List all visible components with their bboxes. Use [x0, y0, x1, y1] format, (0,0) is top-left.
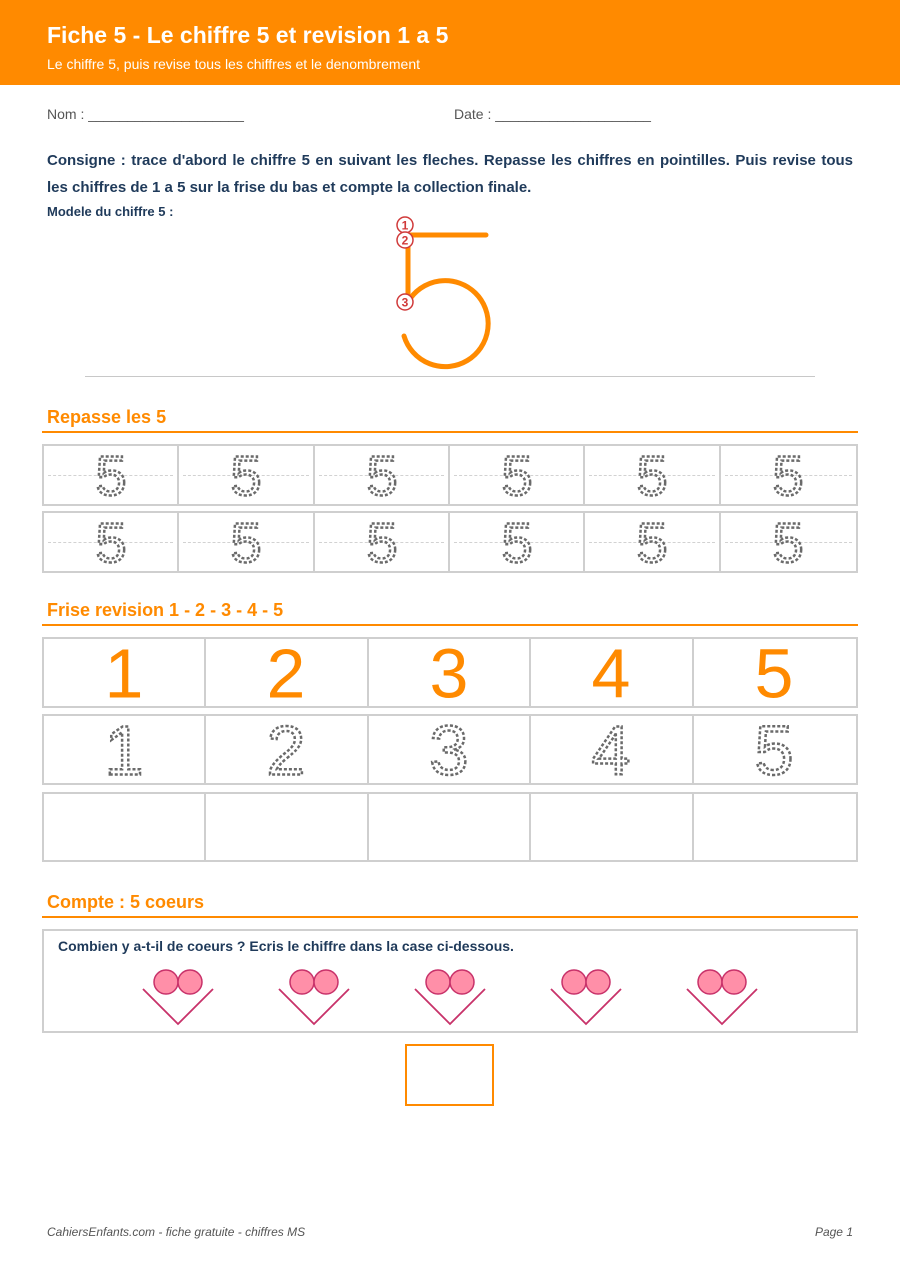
dotted-digit-five: [179, 513, 313, 571]
footer-source: CahiersEnfants.com - fiche gratuite - chiffres MS: [47, 1225, 306, 1239]
hearts-svg: [44, 931, 856, 1031]
model-digit-5: [694, 639, 854, 706]
svg-text:5: 5: [230, 513, 262, 571]
frise-model-cell: [531, 639, 693, 706]
modele-label: Modele du chiffre 5 :: [47, 204, 174, 219]
heart-icon: [687, 970, 757, 1024]
svg-text:1: 1: [104, 639, 144, 706]
dotted-digit-2: [206, 716, 366, 783]
svg-text:2: 2: [266, 716, 306, 783]
dotted-digit-five: [721, 513, 855, 571]
dotted-digit-five: [315, 446, 449, 504]
repasse-cell[interactable]: [585, 446, 720, 504]
step-marker-3: [397, 294, 413, 310]
frise-title: Frise revision 1 - 2 - 3 - 4 - 5: [47, 600, 284, 620]
hearts-collection: [44, 931, 856, 1031]
repasse-cell[interactable]: [450, 446, 585, 504]
svg-text:5: 5: [95, 446, 127, 504]
model-digit-1: [44, 639, 204, 706]
svg-text:4: 4: [591, 639, 631, 706]
svg-text:1: 1: [401, 218, 409, 233]
svg-text:5: 5: [366, 446, 398, 504]
nom-field[interactable]: Nom : ____________________: [47, 106, 244, 122]
svg-text:2: 2: [401, 233, 409, 248]
model-digit-2: [206, 639, 366, 706]
step-marker-1: [397, 217, 413, 233]
frise-write-cell[interactable]: [206, 794, 368, 860]
svg-text:2: 2: [266, 639, 306, 706]
step-marker-2: [397, 232, 413, 248]
svg-text:3: 3: [429, 639, 469, 706]
frise-trace-cell[interactable]: [531, 716, 693, 783]
repasse-row-1: [42, 444, 858, 506]
frise-write-cell[interactable]: [44, 794, 206, 860]
frise-write-cell[interactable]: [369, 794, 531, 860]
dotted-digit-3: [369, 716, 529, 783]
svg-text:5: 5: [754, 716, 794, 783]
heart-icon: [279, 970, 349, 1024]
dotted-digit-five: [44, 446, 178, 504]
repasse-cell[interactable]: [315, 446, 450, 504]
repasse-cell[interactable]: [721, 513, 856, 571]
dotted-digit-five: [450, 446, 584, 504]
heart-icon: [143, 970, 213, 1024]
heart-icon: [551, 970, 621, 1024]
repasse-cell[interactable]: [179, 446, 314, 504]
dotted-digit-4: [531, 716, 691, 783]
date-field[interactable]: Date : ____________________: [454, 106, 651, 122]
compte-title: Compte : 5 coeurs: [47, 892, 205, 912]
dotted-digit-five: [585, 513, 719, 571]
dotted-digit-five: [44, 513, 178, 571]
svg-text:5: 5: [501, 446, 533, 504]
compte-rule: [42, 916, 858, 918]
frise-model-cell: [694, 639, 856, 706]
frise-trace-cell[interactable]: [206, 716, 368, 783]
repasse-cell[interactable]: [315, 513, 450, 571]
frise-model-row: [42, 637, 858, 708]
page-title: Fiche 5 - Le chiffre 5 et revision 1 a 5: [47, 22, 449, 48]
repasse-cell[interactable]: [179, 513, 314, 571]
dotted-digit-five: [721, 446, 855, 504]
consigne-text: Consigne : trace d'abord le chiffre 5 en suivant les fleches. Repasse les chiffres en pointilles. Puis revise tous les chiffres de 1 a 5 sur la frise du bas et compte la collection finale.: [47, 152, 853, 196]
svg-text:5: 5: [501, 513, 533, 571]
repasse-cell[interactable]: [450, 513, 585, 571]
dotted-digit-five: [179, 446, 313, 504]
repasse-cell[interactable]: [44, 513, 179, 571]
modele-five-stroke: [401, 233, 488, 367]
dotted-digit-five: [585, 446, 719, 504]
svg-text:1: 1: [104, 716, 144, 783]
repasse-cell[interactable]: [721, 446, 856, 504]
svg-text:5: 5: [230, 446, 262, 504]
frise-write-cell[interactable]: [694, 794, 856, 860]
dotted-digit-1: [44, 716, 204, 783]
frise-trace-cell[interactable]: [369, 716, 531, 783]
repasse-row-2: [42, 511, 858, 573]
svg-text:5: 5: [754, 639, 794, 706]
svg-text:5: 5: [95, 513, 127, 571]
repasse-title: Repasse les 5: [47, 407, 167, 427]
modele-five-figure: [380, 212, 510, 382]
svg-text:5: 5: [636, 446, 668, 504]
model-digit-3: [369, 639, 529, 706]
frise-write-row: [42, 792, 858, 862]
repasse-cell[interactable]: [44, 446, 179, 504]
heart-icon: [415, 970, 485, 1024]
svg-text:5: 5: [772, 513, 804, 571]
frise-model-cell: [44, 639, 206, 706]
frise-rule: [42, 624, 858, 626]
dotted-digit-five: [450, 513, 584, 571]
compte-box: [42, 929, 858, 1033]
svg-text:5: 5: [772, 446, 804, 504]
frise-model-cell: [369, 639, 531, 706]
frise-trace-row: [42, 714, 858, 785]
frise-write-cell[interactable]: [531, 794, 693, 860]
footer-page-number: Page 1: [814, 1225, 853, 1239]
compte-question: Combien y a-t-il de coeurs ? Ecris le chiffre dans la case ci-dessous.: [58, 938, 514, 954]
model-digit-4: [531, 639, 691, 706]
svg-text:3: 3: [401, 295, 409, 310]
repasse-cell[interactable]: [585, 513, 720, 571]
svg-text:5: 5: [636, 513, 668, 571]
svg-text:5: 5: [366, 513, 398, 571]
answer-box[interactable]: [405, 1044, 494, 1106]
modele-baseline: [85, 376, 815, 377]
frise-trace-cell[interactable]: [44, 716, 206, 783]
page-header: [0, 0, 900, 85]
dotted-digit-5: [694, 716, 854, 783]
repasse-rule: [42, 431, 858, 433]
dotted-digit-five: [315, 513, 449, 571]
frise-trace-cell[interactable]: [694, 716, 856, 783]
page-subtitle: Le chiffre 5, puis revise tous les chiffres et le denombrement: [47, 56, 421, 72]
svg-text:3: 3: [429, 716, 469, 783]
frise-model-cell: [206, 639, 368, 706]
svg-text:4: 4: [591, 716, 631, 783]
